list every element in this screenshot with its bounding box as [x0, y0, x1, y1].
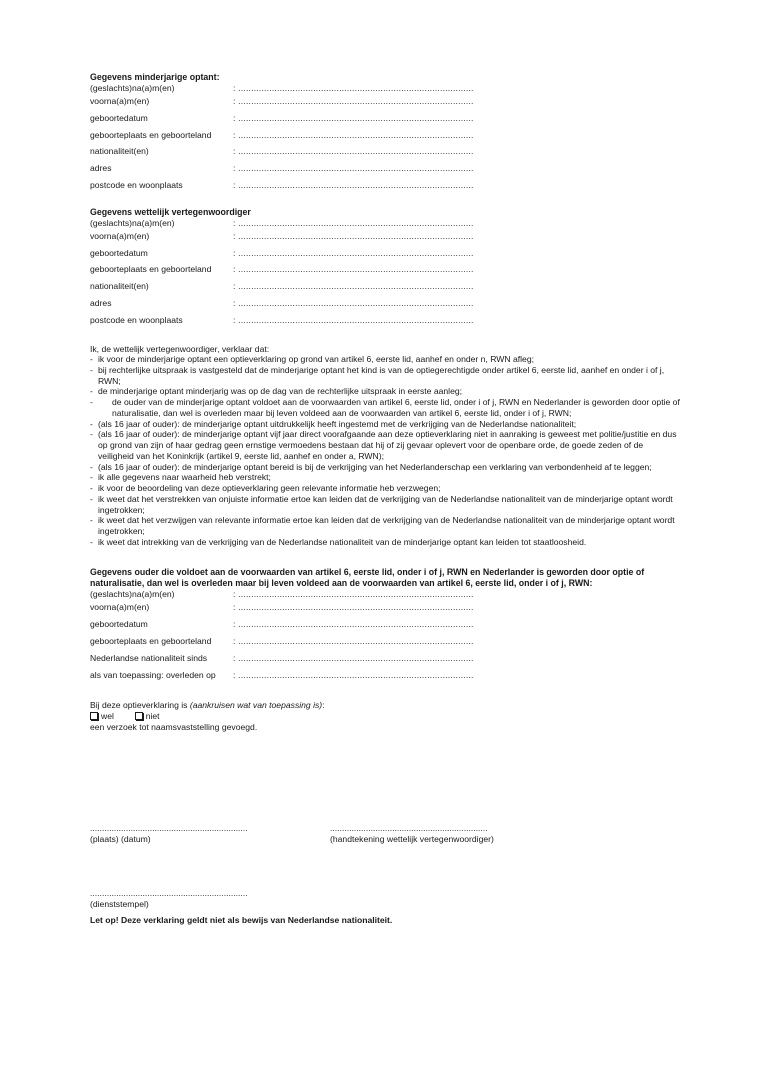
- declaration-item: - (als 16 jaar of ouder): de minderjarige optant bereid is bij de verkrijging van het Nederlanderschap een verklaring van verbondenheid af te leggen;: [90, 462, 680, 473]
- stamp-signature: [90, 888, 248, 909]
- field-input-line[interactable]: : ...........................................................................................: [233, 82, 474, 93]
- form-field-row: [90, 602, 680, 619]
- field-label: nationaliteit(en): [90, 281, 149, 292]
- section-title: Gegevens minderjarige optant:: [90, 72, 220, 82]
- stamp-line[interactable]: ..................................................................: [90, 888, 248, 898]
- field-input-line[interactable]: : ...........................................................................................: [233, 619, 474, 630]
- form-field-row: [90, 653, 680, 670]
- request-end: een verzoek tot naamsvaststelling gevoegd.: [90, 721, 258, 732]
- field-label: (geslachts)na(a)m(en): [90, 82, 175, 93]
- representative-signature: [330, 823, 494, 844]
- field-input-line[interactable]: : ...........................................................................................: [233, 589, 474, 600]
- form-field-row: [90, 281, 680, 298]
- declaration-item: - (als 16 jaar of ouder): de minderjarige optant uitdrukkelijk heeft ingestemd met de verkrijging van de Nederlandse nationaliteit;: [90, 419, 680, 430]
- field-label: geboorteplaats en geboorteland: [90, 636, 212, 647]
- request-instruction: (aankruisen wat van toepassing is): [189, 700, 323, 711]
- request-colon: :: [322, 700, 325, 711]
- request-question: [90, 700, 680, 711]
- form-field-row: [90, 248, 680, 265]
- declaration-intro: Ik, de wettelijk vertegenwoordiger, verklaar dat:: [90, 343, 270, 354]
- field-input-line[interactable]: : ...........................................................................................: [233, 146, 474, 157]
- section-minor-applicant: [90, 72, 680, 197]
- field-label: (geslachts)na(a)m(en): [90, 217, 175, 228]
- field-label: postcode en woonplaats: [90, 179, 183, 190]
- form-field-row: [90, 636, 680, 653]
- declaration-item: - ik weet dat intrekking van de verkrijging van de Nederlandse nationaliteit van de minderjarige optant kan leiden tot staatloosheid.: [90, 537, 680, 548]
- form-field-row: [90, 589, 680, 602]
- field-label: (geslachts)na(a)m(en): [90, 589, 175, 600]
- field-input-line[interactable]: : ...........................................................................................: [233, 314, 474, 325]
- form-field-row: [90, 218, 680, 231]
- field-label: geboorteplaats en geboorteland: [90, 264, 212, 275]
- form-field-row: [90, 619, 680, 636]
- field-input-line[interactable]: : ...........................................................................................: [233, 95, 474, 106]
- field-input-line[interactable]: : ...........................................................................................: [233, 669, 474, 680]
- field-input-line[interactable]: : ...........................................................................................: [233, 112, 474, 123]
- form-field-row: [90, 96, 680, 113]
- form-field-row: [90, 130, 680, 147]
- field-label: adres: [90, 297, 112, 308]
- request-options: [90, 711, 680, 722]
- field-input-line[interactable]: : ...........................................................................................: [233, 247, 474, 258]
- field-input-line[interactable]: : ...........................................................................................: [233, 636, 474, 647]
- field-label: voorna(a)m(en): [90, 95, 150, 106]
- field-input-line[interactable]: : ...........................................................................................: [233, 217, 474, 228]
- field-input-line[interactable]: : ...........................................................................................: [233, 264, 474, 275]
- field-input-line[interactable]: : ...........................................................................................: [233, 297, 474, 308]
- field-input-line[interactable]: : ...........................................................................................: [233, 652, 474, 663]
- option-yes-label: wel: [101, 711, 114, 722]
- section-parent: [90, 567, 680, 686]
- field-input-line[interactable]: : ...........................................................................................: [233, 179, 474, 190]
- declaration-item: - ik weet dat het verzwijgen van relevante informatie ertoe kan leiden dat de verkrijging van de Nederlandse nationaliteit van de minderjarige optant wordt ingetrokken;: [90, 515, 680, 536]
- place-date-line[interactable]: ..................................................................: [90, 823, 248, 833]
- stamp-label: (dienststempel): [90, 898, 149, 909]
- option-no-label: niet: [145, 711, 160, 722]
- field-label: als van toepassing: overleden op: [90, 669, 216, 680]
- field-input-line[interactable]: : ...........................................................................................: [233, 230, 474, 241]
- field-input-line[interactable]: : ...........................................................................................: [233, 281, 474, 292]
- section-legal-representative: [90, 207, 680, 332]
- checkbox-yes[interactable]: [90, 712, 98, 720]
- form-field-row: [90, 146, 680, 163]
- field-label: voorna(a)m(en): [90, 230, 150, 241]
- declaration-item: - ik voor de beoordeling van deze optieverklaring geen relevante informatie heb verzwegen;: [90, 483, 680, 494]
- section-title: Gegevens ouder die voldoet aan de voorwaarden van artikel 6, eerste lid, onder i of j, RWN en Nederlander is geworden door optie of naturalisatie, dan wel is overleden maar bij leven voldeed aan de voorwaarden van artikel 6, eerste lid, onder i of j, RWN:: [90, 567, 645, 589]
- declaration-item: - (als 16 jaar of ouder): de minderjarige optant vijf jaar direct voorafgaande aan deze optieverklaring niet in aanraking is geweest met politie/justitie en dus op grond van zijn of haar gedrag geen ernstige vermoedens bestaan dat hij of zij gevaar oplevert voor de openbare orde, de goede zeden of de veiligheid van het Koninkrijk (artikel 9, eerste lid, aanhef en onder a, RWN);: [90, 429, 680, 461]
- form-field-row: [90, 83, 680, 96]
- declaration-list: [90, 354, 680, 547]
- field-label: nationaliteit(en): [90, 146, 149, 157]
- field-label: geboortedatum: [90, 112, 148, 123]
- field-input-line[interactable]: : ...........................................................................................: [233, 602, 474, 613]
- form-field-row: [90, 231, 680, 248]
- place-date-signature: [90, 823, 248, 844]
- declaration-item: - ik voor de minderjarige optant een optieverklaring op grond van artikel 6, eerste lid, aanhef en onder n, RWN afleg;: [90, 354, 680, 365]
- form-field-row: [90, 315, 680, 332]
- checkbox-no[interactable]: [135, 712, 143, 720]
- declaration-item: - ik alle gegevens naar waarheid heb verstrekt;: [90, 472, 680, 483]
- place-date-label: (plaats) (datum): [90, 833, 151, 844]
- declaration: [90, 344, 680, 548]
- section-title: Gegevens wettelijk vertegenwoordiger: [90, 206, 251, 217]
- field-label: geboortedatum: [90, 247, 148, 258]
- field-label: postcode en woonplaats: [90, 314, 183, 325]
- form-field-row: [90, 180, 680, 197]
- signature-label: (handtekening wettelijk vertegenwoordiger): [330, 833, 494, 844]
- form-field-row: [90, 113, 680, 130]
- declaration-item: - bij rechterlijke uitspraak is vastgesteld dat de minderjarige optant het kind is van de optiegerechtigde onder artikel 6, eerste lid, aanhef en onder i of j, RWN;: [90, 365, 680, 386]
- name-request: [90, 700, 680, 732]
- form-field-row: [90, 163, 680, 180]
- field-label: adres: [90, 163, 112, 174]
- field-label: voorna(a)m(en): [90, 602, 150, 613]
- form-field-row: [90, 264, 680, 281]
- form-field-row: [90, 670, 680, 687]
- form-page: [90, 72, 680, 733]
- field-label: geboortedatum: [90, 619, 148, 630]
- form-field-row: [90, 298, 680, 315]
- declaration-item: - ik weet dat het verstrekken van onjuiste informatie ertoe kan leiden dat de verkrijging van de Nederlandse nationaliteit van de minderjarige optant wordt ingetrokken;: [90, 494, 680, 515]
- field-input-line[interactable]: : ...........................................................................................: [233, 129, 474, 140]
- declaration-item: - de ouder van de minderjarige optant voldoet aan de voorwaarden van artikel 6, eerste lid, onder i of j, RWN en Nederlander is geworden door optie of naturalisatie, dan wel is overleden maar bij leven voldeed aan de voorwaarden van artikel 6, eerste lid, onder i of j, RWN;: [90, 397, 680, 418]
- signature-line[interactable]: ..................................................................: [330, 823, 488, 833]
- request-prefix: Bij deze optieverklaring is: [90, 700, 190, 711]
- field-input-line[interactable]: : ...........................................................................................: [233, 163, 474, 174]
- warning-note: Let op! Deze verklaring geldt niet als bewijs van Nederlandse nationaliteit.: [90, 915, 393, 925]
- declaration-item: - de minderjarige optant minderjarig was op de dag van de rechterlijke uitspraak in eerste aanleg;: [90, 386, 680, 397]
- field-label: geboorteplaats en geboorteland: [90, 129, 212, 140]
- field-label: Nederlandse nationaliteit sinds: [90, 652, 208, 663]
